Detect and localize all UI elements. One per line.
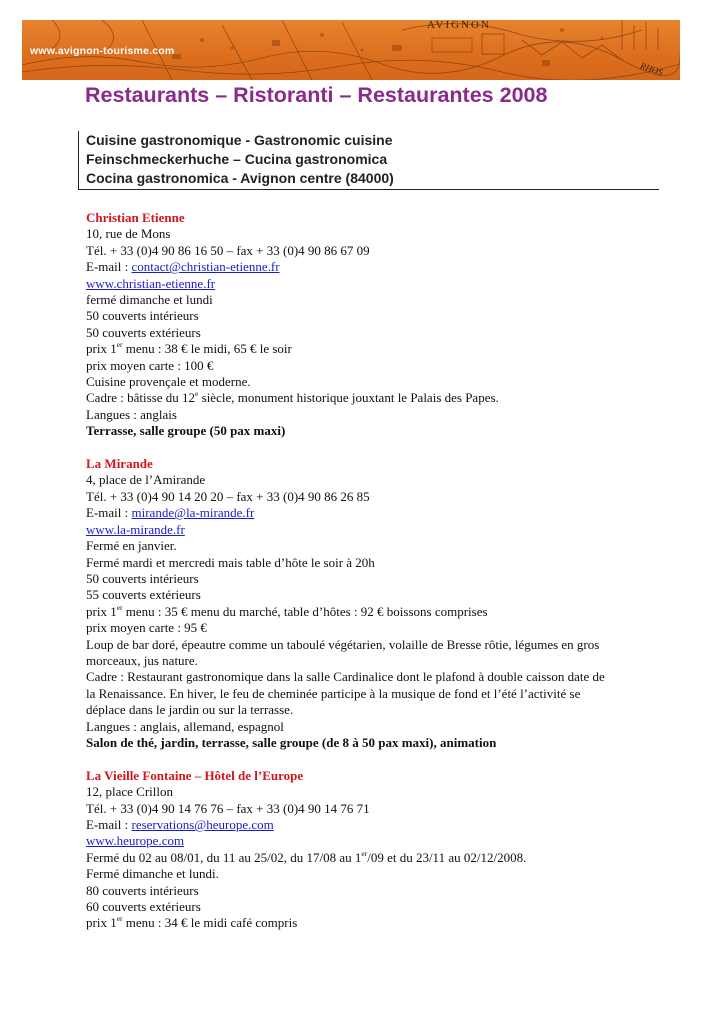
email-link[interactable]: mirande@la-mirande.fr (131, 505, 255, 521)
category-line-1: Cuisine gastronomique - Gastronomic cuisine (86, 132, 393, 148)
category-line-2: Feinschmeckerhuche – Cucina gastronomica (86, 151, 388, 167)
email-line (86, 259, 686, 275)
category-line-3: Cocina gastronomica - Avignon centre (84000) (86, 170, 394, 186)
website-link[interactable]: www.heurope.com (86, 833, 185, 849)
address: 12, place Crillon (86, 784, 174, 800)
address: 4, place de l’Amirande (86, 472, 206, 488)
page-title: Restaurants – Ristoranti – Restaurantes 2008 (85, 83, 548, 107)
amenities: Salon de thé, jardin, terrasse, salle groupe (de 8 à 50 pax maxi), animation (86, 734, 497, 750)
restaurant-name: La Vieille Fontaine – Hôtel de l’Europe (86, 767, 304, 783)
closing-period: Fermé en janvier. (86, 538, 177, 554)
setting: Cadre : Restaurant gastronomique dans la salle Cardinalice dont le plafond à double caisson date de (86, 669, 605, 685)
restaurant-entry (86, 456, 686, 751)
restaurant-name: Christian Etienne (86, 210, 185, 225)
indoor-covers: 80 couverts intérieurs (86, 882, 199, 898)
cuisine-type: Cuisine provençale et moderne. (86, 374, 251, 390)
address: 10, rue de Mons (86, 226, 171, 242)
dish-description-cont: morceaux, jus nature. (86, 652, 198, 668)
closing-days: Fermé dimanche et lundi. (86, 866, 219, 882)
map-city-label: AVIGNON (427, 20, 491, 31)
phone-fax: Tél. + 33 (0)4 90 14 76 76 – fax + 33 (0)4 90 14 76 71 (86, 800, 370, 816)
closing-period: Fermé du 02 au 08/01, du 11 au 25/02, du 17/08 au 1er/09 et du 23/11 au 02/12/2008. (86, 848, 527, 865)
closing-days: Fermé mardi et mercredi mais table d’hôte le soir à 20h (86, 554, 375, 570)
website-link[interactable]: www.christian-etienne.fr (86, 275, 216, 291)
menu-price: prix 1er menu : 35 € menu du marché, table d’hôtes : 92 € boissons comprises (86, 602, 488, 619)
menu-price: prix 1er menu : 38 € le midi, 65 € le soir (86, 340, 292, 357)
outdoor-covers: 50 couverts extérieurs (86, 324, 201, 340)
phone-fax: Tél. + 33 (0)4 90 14 20 20 – fax + 33 (0)4 90 86 26 85 (86, 488, 370, 504)
indoor-covers: 50 couverts intérieurs (86, 308, 199, 324)
phone-fax: Tél. + 33 (0)4 90 86 16 50 – fax + 33 (0)4 90 86 67 09 (86, 242, 370, 258)
restaurant-name: La Mirande (86, 456, 153, 472)
closing-days: fermé dimanche et lundi (86, 292, 213, 308)
menu-price: prix 1er menu : 34 € le midi café compris (86, 914, 298, 931)
email-line (86, 817, 686, 833)
site-url[interactable]: www.avignon-tourisme.com (30, 45, 175, 57)
email-link[interactable]: contact@christian-etienne.fr (131, 259, 280, 275)
setting-cont: la Renaissance. En hiver, le feu de cheminée participe à la musique de fond et l’été l’activité se (86, 685, 581, 701)
category-heading (78, 131, 659, 190)
email-label: E-mail : (86, 259, 132, 275)
email-line (86, 505, 686, 521)
email-label: E-mail : (86, 817, 132, 832)
outdoor-covers: 60 couverts extérieurs (86, 899, 201, 915)
website-link[interactable]: www.la-mirande.fr (86, 521, 185, 537)
outdoor-covers: 55 couverts extérieurs (86, 587, 201, 603)
indoor-covers: 50 couverts intérieurs (86, 570, 199, 586)
email-label: E-mail : (86, 505, 132, 521)
amenities: Terrasse, salle groupe (50 pax maxi) (86, 423, 286, 439)
header-banner (22, 20, 680, 80)
restaurant-list (86, 210, 686, 932)
average-price: prix moyen carte : 95 € (86, 620, 207, 636)
average-price: prix moyen carte : 100 € (86, 357, 214, 373)
map-river-label: RHOS (639, 60, 664, 78)
dish-description: Loup de bar doré, épeautre comme un taboulé végétarien, volaille de Bresse rôtie, légumes en gros (86, 636, 600, 652)
restaurant-entry (86, 210, 686, 440)
setting: Cadre : bâtisse du 12e siècle, monument historique jouxtant le Palais des Papes. (86, 389, 499, 406)
languages: Langues : anglais, allemand, espagnol (86, 718, 284, 734)
setting-cont: déplace dans le jardin ou sur la terrasse. (86, 702, 294, 718)
restaurant-entry (86, 768, 686, 932)
languages: Langues : anglais (86, 406, 177, 422)
email-link[interactable]: reservations@heurope.com (131, 817, 274, 832)
